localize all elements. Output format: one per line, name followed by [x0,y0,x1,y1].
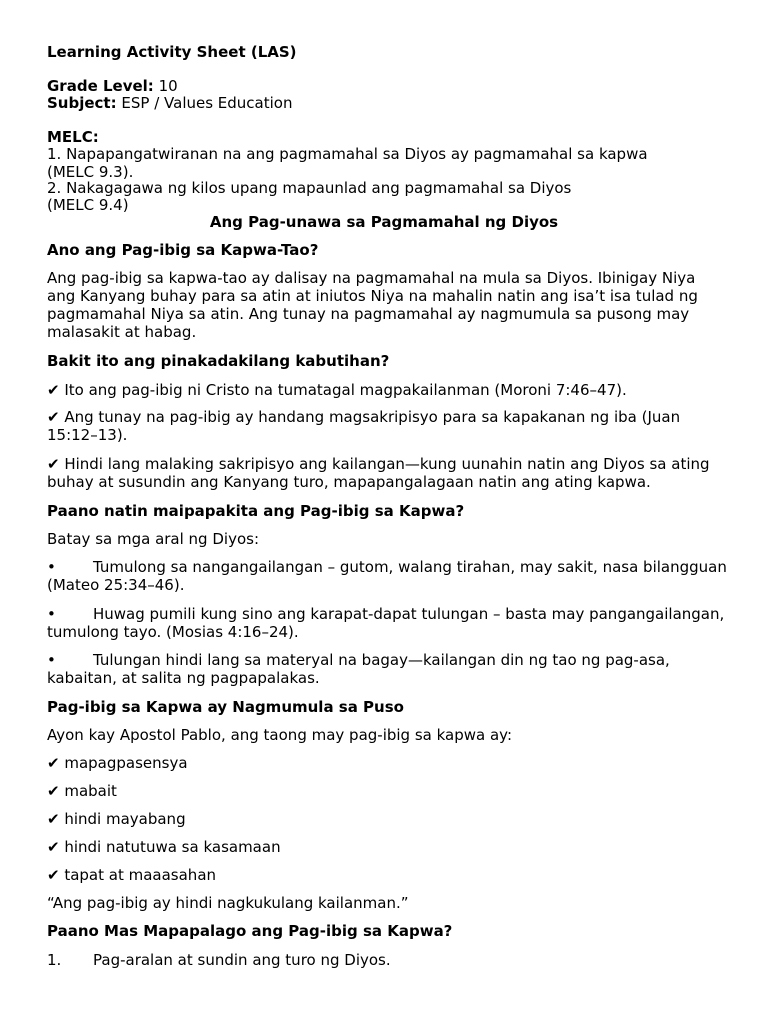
document-title: Learning Activity Sheet (LAS) [47,43,297,61]
item-number: 1. [47,951,62,969]
section3-bullet-2 [47,605,727,641]
section1-heading: Ano ang Pag-ibig sa Kapwa-Tao? [47,241,319,259]
section3-bullet-1 [47,558,727,594]
section3-intro: Batay sa mga aral ng Diyos: [47,530,259,548]
section2-check-1: ✔ Ito ang pag-ibig ni Cristo na tumatagal magpakailanman (Moroni 7:46–47). [47,381,627,399]
section4-heading: Pag-ibig sa Kapwa ay Nagmumula sa Puso [47,698,404,716]
section2-check-3: ✔ Hindi lang malaking sakripisyo ang kailangan—kung uunahin natin ang Diyos sa ating buhay at susundin ang Kanyang turo, mapapangalagaan natin ang ating kapwa. [47,455,710,491]
subject-line [47,94,727,112]
section4-intro: Ayon kay Apostol Pablo, ang taong may pag-ibig sa kapwa ay: [47,726,513,744]
grade-level-label: Grade Level: [47,77,154,95]
grade-level-value: 10 [158,77,178,95]
main-title: Ang Pag-unawa sa Pagmamahal ng Diyos [209,213,559,231]
section3-heading: Paano natin maipapakita ang Pag-ibig sa Kapwa? [47,502,465,520]
subject-value: ESP / Values Education [121,94,293,112]
melc-item-1: 1. Napapangatwiranan na ang pagmamahal sa Diyos ay pagmamahal sa kapwa (MELC 9.3). [47,145,648,181]
melc-item-2: 2. Nakagagawa ng kilos upang mapaunlad ang pagmamahal sa Diyos [47,179,572,197]
trait-item: ✔ mapagpasensya [47,754,188,772]
section4-quote: “Ang pag-ibig ay hindi nagkukulang kailanman.” [47,894,409,912]
section5-item-1 [47,951,727,969]
bullet-text: Huwag pumili kung sino ang karapat-dapat tulungan – basta may pangangailangan, tumulong tayo. (Mosias 4:16–24). [47,605,725,641]
bullet-symbol: • [47,605,56,623]
section2-check-2: ✔ Ang tunay na pag-ibig ay handang magsakripisyo para sa kapakanan ng iba (Juan 15:12–13). [47,408,681,444]
section2-heading: Bakit ito ang pinakadakilang kabutihan? [47,352,390,370]
grade-level-line [47,77,727,95]
melc-label: MELC: [47,128,99,146]
item-text: Pag-aralan at sundin ang turo ng Diyos. [93,951,391,969]
bullet-symbol: • [47,651,56,669]
bullet-text: Tulungan hindi lang sa materyal na bagay—kailangan din ng tao ng pag-asa, kabaitan, at salita ng pagpapalakas. [47,651,670,687]
trait-item: ✔ mabait [47,782,117,800]
bullet-text: Tumulong sa nangangailangan – gutom, walang tirahan, may sakit, nasa bilangguan (Mateo 25:34–46). [47,558,727,594]
trait-item: ✔ hindi natutuwa sa kasamaan [47,838,281,856]
section5-heading: Paano Mas Mapapalago ang Pag-ibig sa Kapwa? [47,922,453,940]
subject-label: Subject: [47,94,117,112]
section1-body: Ang pag-ibig sa kapwa-tao ay dalisay na pagmamahal na mula sa Diyos. Ibinigay Niya ang Kanyang buhay para sa atin at iniutos Niya na mahalin natin ang isa’t isa tulad ng pagmamahal Niya sa atin. Ang tunay na pagmamahal ay nagmumula sa pusong may malasakit at habag. [47,269,698,341]
melc-item-2-code: (MELC 9.4) [47,196,129,214]
section3-bullet-3 [47,651,727,687]
bullet-symbol: • [47,558,56,576]
trait-item: ✔ hindi mayabang [47,810,186,828]
trait-item: ✔ tapat at maaasahan [47,866,217,884]
